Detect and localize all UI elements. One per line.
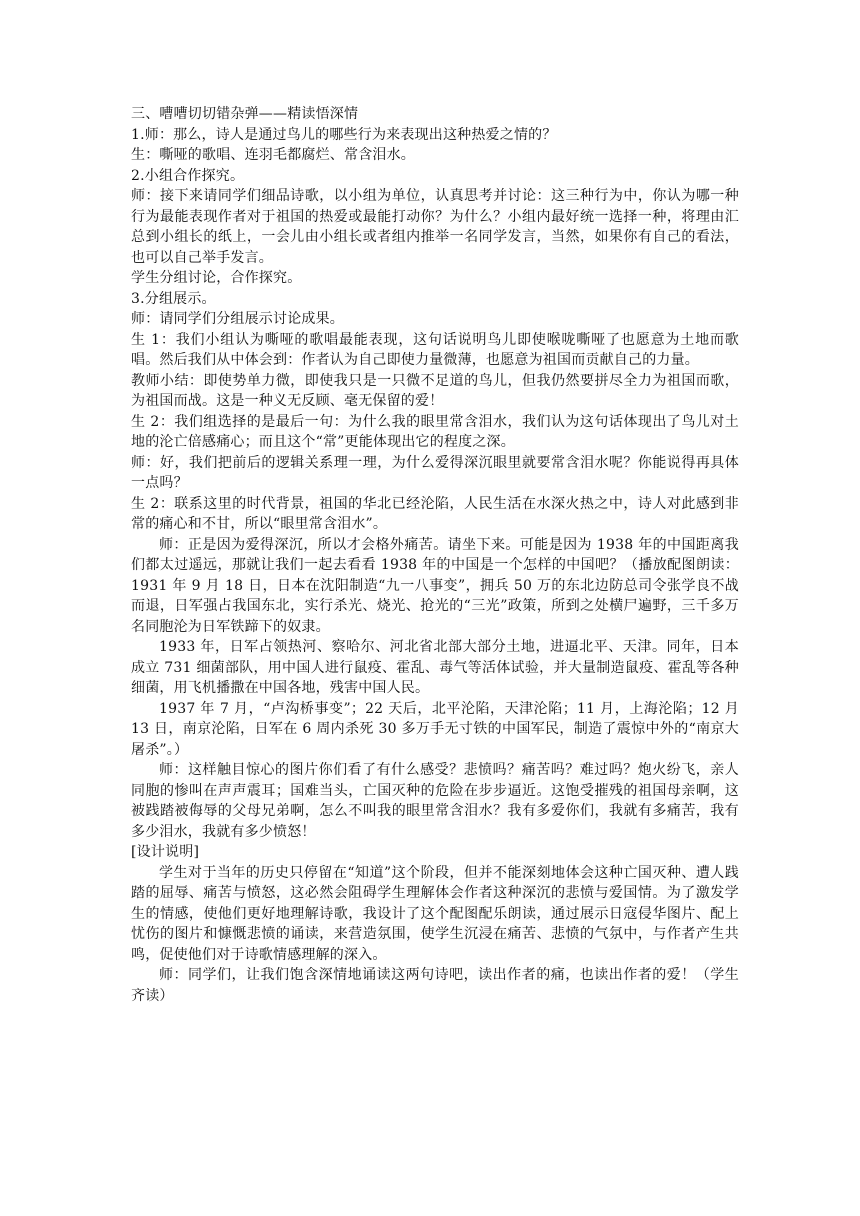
paragraph: 2.小组合作探究。 <box>131 167 245 184</box>
paragraph: 师：接下来请同学们细品诗歌，以小组为单位，认真思考并讨论：这三种行为中，你认为哪一种行为最能表现作者对于祖国的热爱或最能打动你？为什么？小组内最好统一选择一种，将理由汇总到小组长的纸上，一会儿由小组长或者组内推举一名同学发言，当然，如果你有自己的看法，也可以自己举手发言。 <box>131 188 739 266</box>
paragraph: 1937 年 7 月，“卢沟桥事变”；22 天后，北平沦陷，天津沦陷；11 月，上海沦陷；12 月 13 日，南京沦陷，日军在 6 周内杀死 30 多万手无寸铁的中国军民，制造了震惊中外的“南京大屠杀”。） <box>131 700 739 758</box>
paragraph: 师：请同学们分组展示讨论成果。 <box>131 311 344 327</box>
paragraph: 师：这样触目惊心的图片你们看了有什么感受？悲愤吗？痛苦吗？难过吗？炮火纷飞，亲人同胞的惨叫在声声震耳；国难当头，亡国灭种的危险在步步逼近。这饱受摧残的祖国母亲啊，这被践踏被侮辱的父母兄弟啊，怎么不叫我的眼里常含泪水？我有多爱你们，我就有多痛苦，我有多少泪水，我就有多少愤怒！ <box>131 762 739 840</box>
section-heading: 三、嘈嘈切切错杂弹——精读悟深情 <box>131 106 359 122</box>
paragraph: 学生分组讨论，合作探究。 <box>131 270 302 286</box>
paragraph: 生 2：联系这里的时代背景，祖国的华北已经沦陷，人民生活在水深火热之中，诗人对此感到非常的痛心和不甘，所以“眼里常含泪水”。 <box>131 495 739 532</box>
paragraph: 学生对于当年的历史只停留在“知道”这个阶段，但并不能深刻地体会这种亡国灭种、遭人践踏的屈辱、痛苦与愤怒，这必然会阻碍学生理解体会作者这种深沉的悲愤与爱国情。为了激发学生的情感，使他们更好地理解诗歌，我设计了这个配图配乐朗读，通过展示日寇侵华图片、配上忧伤的图片和慷慨悲愤的诵读，来营造氛围，使学生沉浸在痛苦、悲愤的气氛中，与作者产生共鸣，促使他们对于诗歌情感理解的深入。 <box>131 864 739 963</box>
paragraph: 1.师：那么，诗人是通过鸟儿的哪些行为来表现出这种热爱之情的？ <box>131 126 557 143</box>
paragraph: 师：同学们，让我们饱含深情地诵读这两句诗吧，读出作者的痛，也读出作者的爱！（学生齐读） <box>131 967 739 1004</box>
paragraph: 3.分组展示。 <box>131 290 216 307</box>
paragraph: 生：嘶哑的歌唱、连羽毛都腐烂、常含泪水。 <box>131 147 415 163</box>
paragraph: 生 1：我们小组认为嘶哑的歌唱最能表现，这句话说明鸟儿即使喉咙嘶哑了也愿意为土地而歌唱。然后我们从中体会到：作者认为自己即使力量微薄，也愿意为祖国而贡献自己的力量。 <box>131 331 739 368</box>
paragraph: 教师小结：即使势单力微，即使我只是一只微不足道的鸟儿，但我仍然要拼尽全力为祖国而歌，为祖国而战。这是一种义无反顾、毫无保留的爱！ <box>131 372 739 409</box>
design-note-heading: [设计说明] <box>131 844 200 860</box>
document-page <box>131 104 739 1006</box>
paragraph: 生 2：我们组选择的是最后一句：为什么我的眼里常含泪水，我们认为这句话体现出了鸟儿对土地的沦亡倍感痛心；而且这个“常”更能体现出它的程度之深。 <box>131 413 739 450</box>
paragraph: 1933 年，日军占领热河、察哈尔、河北省北部大部分土地，进逼北平、天津。同年，日本成立 731 细菌部队，用中国人进行鼠疫、霍乱、毒气等活体试验，并大量制造鼠疫、霍乱等各种细菌，用飞机播撒在中国各地，残害中国人民。 <box>131 639 739 696</box>
paragraph: 师：正是因为爱得深沉，所以才会格外痛苦。请坐下来。可能是因为 1938 年的中国距离我们都太过遥远，那就让我们一起去看看 1938 年的中国是一个怎样的中国吧？（播放配图朗读：1931 年 9 月 18 日，日本在沈阳制造“九一八事变”，拥兵 50 万的东北边防总司令张学良不战而退，日军强占我国东北，实行杀光、烧光、抢光的“三光”政策，所到之处横尸遍野，三千多万名同胞沦为日军铁蹄下的奴隶。 <box>131 536 739 635</box>
paragraph: 师：好，我们把前后的逻辑关系理一理，为什么爱得深沉眼里就要常含泪水呢？你能说得再具体一点吗？ <box>131 454 739 491</box>
